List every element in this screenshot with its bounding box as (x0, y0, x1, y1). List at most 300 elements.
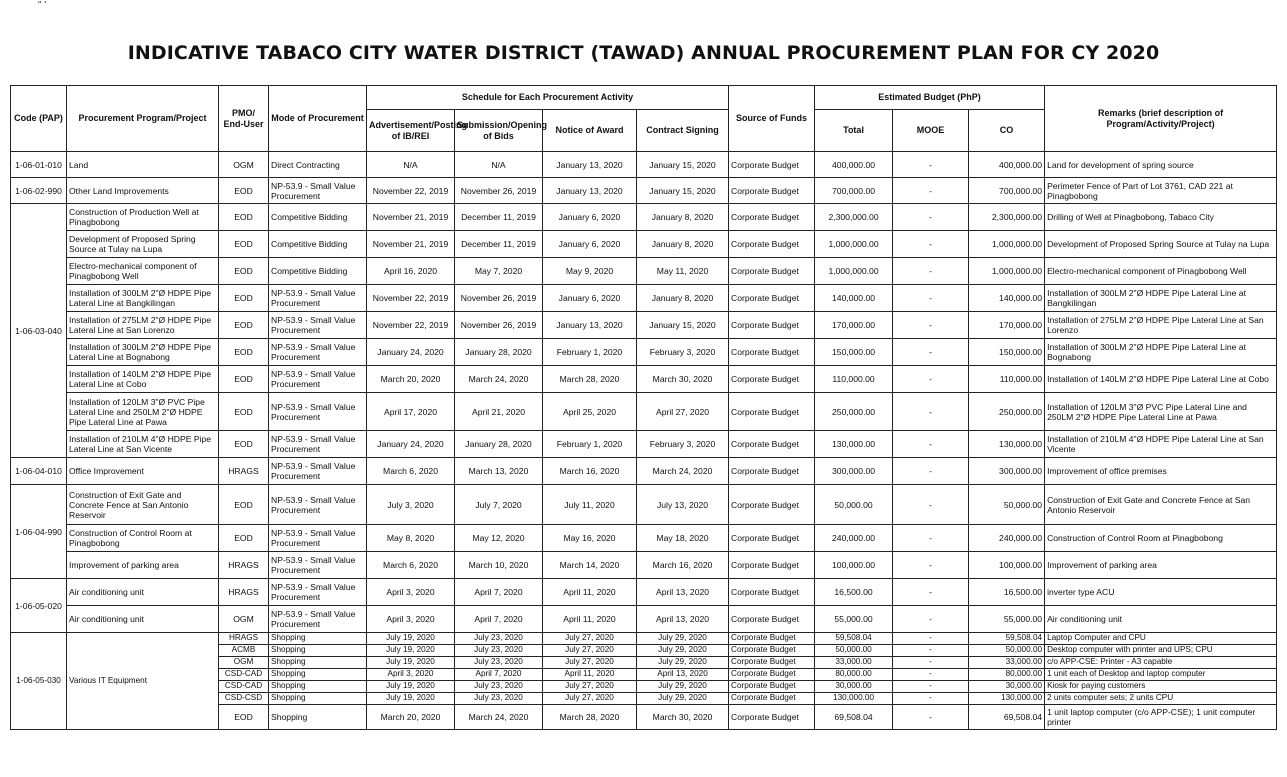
table-row (11, 579, 1277, 606)
contract-cell: January 15, 2020 (637, 312, 729, 339)
table-row (11, 393, 1277, 431)
procurement-table (10, 85, 1277, 730)
pmo-cell: EOD (219, 231, 269, 258)
mode-cell: NP-53.9 - Small Value Procurement (269, 178, 367, 204)
pmo-cell: EOD (219, 178, 269, 204)
co-cell: 100,000.00 (969, 552, 1045, 579)
mode-cell: NP-53.9 - Small Value Procurement (269, 525, 367, 552)
total-cell: 150,000.00 (815, 339, 893, 366)
remarks-cell: Installation of 210LM 4"Ø HDPE Pipe Lateral Line at San Vicente (1045, 431, 1277, 458)
remarks-cell: Installation of 300LM 2"Ø HDPE Pipe Lateral Line at Bangkilingan (1045, 285, 1277, 312)
contract-cell: July 29, 2020 (637, 645, 729, 657)
source-cell: Corporate Budget (729, 431, 815, 458)
mooe-cell: - (893, 431, 969, 458)
remarks-cell: Improvement of parking area (1045, 552, 1277, 579)
total-cell: 130,000.00 (815, 693, 893, 705)
co-cell: 110,000.00 (969, 366, 1045, 393)
program-cell: Installation of 140LM 2"Ø HDPE Pipe Lateral Line at Cobo (67, 366, 219, 393)
total-cell: 250,000.00 (815, 393, 893, 431)
header-budget: Estimated Budget (PhP) (815, 86, 1045, 110)
mooe-cell: - (893, 285, 969, 312)
co-cell: 140,000.00 (969, 285, 1045, 312)
mooe-cell: - (893, 579, 969, 606)
program-cell: Development of Proposed Spring Source at Tulay na Lupa (67, 231, 219, 258)
program-cell: Air conditioning unit (67, 579, 219, 606)
co-cell: 33,000.00 (969, 657, 1045, 669)
source-cell: Corporate Budget (729, 204, 815, 231)
mooe-cell: - (893, 231, 969, 258)
co-cell: 55,000.00 (969, 606, 1045, 633)
adv-cell: March 20, 2020 (367, 366, 455, 393)
co-cell: 2,300,000.00 (969, 204, 1045, 231)
co-cell: 16,500.00 (969, 579, 1045, 606)
adv-cell: July 19, 2020 (367, 681, 455, 693)
sub-cell: July 23, 2020 (455, 645, 543, 657)
contract-cell: January 8, 2020 (637, 231, 729, 258)
pmo-cell: OGM (219, 152, 269, 178)
table-row (11, 606, 1277, 633)
header-contract: Contract Signing (637, 110, 729, 152)
adv-cell: July 19, 2020 (367, 645, 455, 657)
sub-cell: December 11, 2019 (455, 204, 543, 231)
header-mooe: MOOE (893, 110, 969, 152)
contract-cell: February 3, 2020 (637, 431, 729, 458)
adv-cell: July 3, 2020 (367, 485, 455, 525)
remarks-cell: 1 unit each of Desktop and laptop computer (1045, 669, 1277, 681)
program-cell: Construction of Production Well at Pinagbobong (67, 204, 219, 231)
source-cell: Corporate Budget (729, 285, 815, 312)
table-row (11, 525, 1277, 552)
mooe-cell: - (893, 366, 969, 393)
source-cell: Corporate Budget (729, 312, 815, 339)
contract-cell: April 13, 2020 (637, 669, 729, 681)
program-cell: Installation of 300LM 2"Ø HDPE Pipe Lateral Line at Bognabong (67, 339, 219, 366)
sub-cell: November 26, 2019 (455, 312, 543, 339)
mooe-cell: - (893, 705, 969, 730)
program-cell: Air conditioning unit (67, 606, 219, 633)
notice-cell: January 13, 2020 (543, 312, 637, 339)
pmo-cell: EOD (219, 705, 269, 730)
remarks-cell: Installation of 300LM 2"Ø HDPE Pipe Lateral Line at Bognabong (1045, 339, 1277, 366)
co-cell: 150,000.00 (969, 339, 1045, 366)
sub-cell: N/A (455, 152, 543, 178)
co-cell: 240,000.00 (969, 525, 1045, 552)
pmo-cell: EOD (219, 258, 269, 285)
scan-marks: " ' (38, 0, 47, 11)
total-cell: 30,000.00 (815, 681, 893, 693)
mooe-cell: - (893, 606, 969, 633)
contract-cell: May 11, 2020 (637, 258, 729, 285)
pmo-cell: CSD-CAD (219, 681, 269, 693)
adv-cell: January 24, 2020 (367, 339, 455, 366)
mode-cell: Shopping (269, 681, 367, 693)
source-cell: Corporate Budget (729, 657, 815, 669)
header-mode: Mode of Procurement (269, 86, 367, 152)
source-cell: Corporate Budget (729, 485, 815, 525)
total-cell: 400,000.00 (815, 152, 893, 178)
table-row (11, 485, 1277, 525)
adv-cell: July 19, 2020 (367, 657, 455, 669)
sub-cell: July 23, 2020 (455, 681, 543, 693)
total-cell: 140,000.00 (815, 285, 893, 312)
notice-cell: May 9, 2020 (543, 258, 637, 285)
mode-cell: Shopping (269, 669, 367, 681)
table-row (11, 431, 1277, 458)
notice-cell: January 6, 2020 (543, 231, 637, 258)
co-cell: 1,000,000.00 (969, 258, 1045, 285)
contract-cell: July 29, 2020 (637, 633, 729, 645)
mooe-cell: - (893, 485, 969, 525)
adv-cell: July 19, 2020 (367, 633, 455, 645)
co-cell: 130,000.00 (969, 431, 1045, 458)
source-cell: Corporate Budget (729, 458, 815, 485)
contract-cell: July 29, 2020 (637, 681, 729, 693)
mooe-cell: - (893, 458, 969, 485)
pmo-cell: EOD (219, 485, 269, 525)
pmo-cell: EOD (219, 393, 269, 431)
notice-cell: January 13, 2020 (543, 152, 637, 178)
mooe-cell: - (893, 693, 969, 705)
total-cell: 59,508.04 (815, 633, 893, 645)
co-cell: 170,000.00 (969, 312, 1045, 339)
notice-cell: March 28, 2020 (543, 366, 637, 393)
pmo-cell: EOD (219, 366, 269, 393)
header-remarks: Remarks (brief description of Program/Activity/Project) (1045, 86, 1277, 152)
program-cell: Electro-mechanical component of Pinagbobong Well (67, 258, 219, 285)
notice-cell: July 27, 2020 (543, 645, 637, 657)
adv-cell: January 24, 2020 (367, 431, 455, 458)
source-cell: Corporate Budget (729, 606, 815, 633)
code-cell: 1-06-02-990 (11, 178, 67, 204)
sub-cell: January 28, 2020 (455, 431, 543, 458)
contract-cell: July 13, 2020 (637, 485, 729, 525)
program-cell: Office Improvement (67, 458, 219, 485)
mode-cell: NP-53.9 - Small Value Procurement (269, 458, 367, 485)
notice-cell: July 27, 2020 (543, 681, 637, 693)
pmo-cell: HRAGS (219, 552, 269, 579)
sub-cell: April 7, 2020 (455, 669, 543, 681)
sub-cell: December 11, 2019 (455, 231, 543, 258)
program-cell: Various IT Equipment (67, 633, 219, 730)
adv-cell: March 6, 2020 (367, 552, 455, 579)
header-code: Code (PAP) (11, 86, 67, 152)
mode-cell: NP-53.9 - Small Value Procurement (269, 312, 367, 339)
remarks-cell: Construction of Control Room at Pinagbobong (1045, 525, 1277, 552)
adv-cell: March 6, 2020 (367, 458, 455, 485)
co-cell: 30,000.00 (969, 681, 1045, 693)
mode-cell: Shopping (269, 645, 367, 657)
header-pmo: PMO/ End-User (219, 86, 269, 152)
total-cell: 300,000.00 (815, 458, 893, 485)
sub-cell: July 23, 2020 (455, 693, 543, 705)
notice-cell: March 28, 2020 (543, 705, 637, 730)
contract-cell: March 30, 2020 (637, 705, 729, 730)
notice-cell: January 6, 2020 (543, 204, 637, 231)
page-title: INDICATIVE TABACO CITY WATER DISTRICT (TAWAD) ANNUAL PROCUREMENT PLAN FOR CY 2020 (127, 42, 1160, 64)
pmo-cell: HRAGS (219, 633, 269, 645)
mode-cell: Competitive Bidding (269, 258, 367, 285)
mooe-cell: - (893, 152, 969, 178)
header-co: CO (969, 110, 1045, 152)
notice-cell: April 25, 2020 (543, 393, 637, 431)
program-cell: Installation of 275LM 2"Ø HDPE Pipe Lateral Line at San Lorenzo (67, 312, 219, 339)
contract-cell: April 13, 2020 (637, 579, 729, 606)
program-cell: Installation of 300LM 2"Ø HDPE Pipe Lateral Line at Bangkilingan (67, 285, 219, 312)
source-cell: Corporate Budget (729, 669, 815, 681)
mode-cell: NP-53.9 - Small Value Procurement (269, 393, 367, 431)
mooe-cell: - (893, 645, 969, 657)
code-cell: 1-06-01-010 (11, 152, 67, 178)
mode-cell: Shopping (269, 633, 367, 645)
sub-cell: January 28, 2020 (455, 339, 543, 366)
pmo-cell: EOD (219, 339, 269, 366)
co-cell: 69,508.04 (969, 705, 1045, 730)
source-cell: Corporate Budget (729, 366, 815, 393)
mode-cell: NP-53.9 - Small Value Procurement (269, 339, 367, 366)
pmo-cell: HRAGS (219, 458, 269, 485)
mode-cell: Shopping (269, 657, 367, 669)
mode-cell: Shopping (269, 705, 367, 730)
program-cell: Installation of 210LM 4"Ø HDPE Pipe Lateral Line at San Vicente (67, 431, 219, 458)
pmo-cell: OGM (219, 657, 269, 669)
header-advertisement: Advertisement/Posting of IB/REI (367, 110, 455, 152)
co-cell: 50,000.00 (969, 485, 1045, 525)
mooe-cell: - (893, 552, 969, 579)
contract-cell: April 13, 2020 (637, 606, 729, 633)
adv-cell: March 20, 2020 (367, 705, 455, 730)
contract-cell: May 18, 2020 (637, 525, 729, 552)
mode-cell: Competitive Bidding (269, 204, 367, 231)
total-cell: 240,000.00 (815, 525, 893, 552)
adv-cell: April 17, 2020 (367, 393, 455, 431)
adv-cell: April 3, 2020 (367, 669, 455, 681)
contract-cell: January 15, 2020 (637, 152, 729, 178)
source-cell: Corporate Budget (729, 552, 815, 579)
notice-cell: April 11, 2020 (543, 669, 637, 681)
source-cell: Corporate Budget (729, 525, 815, 552)
co-cell: 80,000.00 (969, 669, 1045, 681)
remarks-cell: Construction of Exit Gate and Concrete Fence at San Antonio Reservoir (1045, 485, 1277, 525)
remarks-cell: Drilling of Well at Pinagbobong, Tabaco City (1045, 204, 1277, 231)
mode-cell: Competitive Bidding (269, 231, 367, 258)
notice-cell: April 11, 2020 (543, 579, 637, 606)
header-schedule: Schedule for Each Procurement Activity (367, 86, 729, 110)
table-row (11, 231, 1277, 258)
sub-cell: March 13, 2020 (455, 458, 543, 485)
mode-cell: NP-53.9 - Small Value Procurement (269, 485, 367, 525)
source-cell: Corporate Budget (729, 258, 815, 285)
program-cell: Other Land Improvements (67, 178, 219, 204)
contract-cell: January 15, 2020 (637, 178, 729, 204)
mode-cell: NP-53.9 - Small Value Procurement (269, 606, 367, 633)
table-row (11, 258, 1277, 285)
adv-cell: May 8, 2020 (367, 525, 455, 552)
remarks-cell: Installation of 140LM 2"Ø HDPE Pipe Lateral Line at Cobo (1045, 366, 1277, 393)
sub-cell: May 7, 2020 (455, 258, 543, 285)
header-source: Source of Funds (729, 86, 815, 152)
sub-cell: July 23, 2020 (455, 657, 543, 669)
program-cell: Construction of Control Room at Pinagbobong (67, 525, 219, 552)
contract-cell: July 29, 2020 (637, 693, 729, 705)
remarks-cell: Kiosk for paying customers (1045, 681, 1277, 693)
sub-cell: April 7, 2020 (455, 606, 543, 633)
notice-cell: March 16, 2020 (543, 458, 637, 485)
mooe-cell: - (893, 204, 969, 231)
notice-cell: February 1, 2020 (543, 431, 637, 458)
program-cell: Land (67, 152, 219, 178)
adv-cell: November 21, 2019 (367, 231, 455, 258)
table-row (11, 552, 1277, 579)
remarks-cell: 2 units computer sets; 2 units CPU (1045, 693, 1277, 705)
contract-cell: January 8, 2020 (637, 285, 729, 312)
pmo-cell: EOD (219, 525, 269, 552)
total-cell: 1,000,000.00 (815, 231, 893, 258)
remarks-cell: Perimeter Fence of Part of Lot 3761, CAD 221 at Pinagbobong (1045, 178, 1277, 204)
notice-cell: July 27, 2020 (543, 633, 637, 645)
adv-cell: November 22, 2019 (367, 312, 455, 339)
remarks-cell: Development of Proposed Spring Source at Tulay na Lupa (1045, 231, 1277, 258)
pmo-cell: EOD (219, 431, 269, 458)
total-cell: 16,500.00 (815, 579, 893, 606)
source-cell: Corporate Budget (729, 339, 815, 366)
source-cell: Corporate Budget (729, 681, 815, 693)
source-cell: Corporate Budget (729, 645, 815, 657)
total-cell: 100,000.00 (815, 552, 893, 579)
sub-cell: July 7, 2020 (455, 485, 543, 525)
pmo-cell: EOD (219, 285, 269, 312)
co-cell: 400,000.00 (969, 152, 1045, 178)
source-cell: Corporate Budget (729, 231, 815, 258)
notice-cell: May 16, 2020 (543, 525, 637, 552)
total-cell: 170,000.00 (815, 312, 893, 339)
code-cell: 1-06-05-030 (11, 633, 67, 730)
remarks-cell: Laptop Computer and CPU (1045, 633, 1277, 645)
total-cell: 700,000.00 (815, 178, 893, 204)
adv-cell: April 3, 2020 (367, 606, 455, 633)
remarks-cell: c/o APP-CSE: Printer - A3 capable (1045, 657, 1277, 669)
table-row (11, 633, 1277, 645)
code-cell: 1-06-05-020 (11, 579, 67, 633)
source-cell: Corporate Budget (729, 393, 815, 431)
notice-cell: July 27, 2020 (543, 657, 637, 669)
code-cell: 1-06-04-990 (11, 485, 67, 579)
notice-cell: February 1, 2020 (543, 339, 637, 366)
mooe-cell: - (893, 657, 969, 669)
total-cell: 130,000.00 (815, 431, 893, 458)
header-submission: Submission/Opening of Bids (455, 110, 543, 152)
co-cell: 59,508.04 (969, 633, 1045, 645)
table-row (11, 458, 1277, 485)
notice-cell: March 14, 2020 (543, 552, 637, 579)
mode-cell: NP-53.9 - Small Value Procurement (269, 285, 367, 312)
source-cell: Corporate Budget (729, 152, 815, 178)
source-cell: Corporate Budget (729, 705, 815, 730)
sub-cell: May 12, 2020 (455, 525, 543, 552)
co-cell: 700,000.00 (969, 178, 1045, 204)
header-total: Total (815, 110, 893, 152)
sub-cell: April 21, 2020 (455, 393, 543, 431)
contract-cell: January 8, 2020 (637, 204, 729, 231)
mooe-cell: - (893, 393, 969, 431)
table-row (11, 312, 1277, 339)
remarks-cell: inverter type ACU (1045, 579, 1277, 606)
total-cell: 80,000.00 (815, 669, 893, 681)
pmo-cell: CSD-CAD (219, 669, 269, 681)
sub-cell: April 7, 2020 (455, 579, 543, 606)
program-cell: Installation of 120LM 3"Ø PVC Pipe Lateral Line and 250LM 2"Ø HDPE Pipe Lateral Line at Pawa (67, 393, 219, 431)
mode-cell: NP-53.9 - Small Value Procurement (269, 579, 367, 606)
code-cell: 1-06-03-040 (11, 204, 67, 458)
co-cell: 250,000.00 (969, 393, 1045, 431)
adv-cell: July 19, 2020 (367, 693, 455, 705)
table-row (11, 152, 1277, 178)
contract-cell: July 29, 2020 (637, 657, 729, 669)
remarks-cell: 1 unit laptop computer (c/o APP-CSE); 1 unit computer printer (1045, 705, 1277, 730)
mooe-cell: - (893, 525, 969, 552)
mooe-cell: - (893, 669, 969, 681)
mode-cell: Shopping (269, 693, 367, 705)
remarks-cell: Electro-mechanical component of Pinagbobong Well (1045, 258, 1277, 285)
table-row (11, 204, 1277, 231)
remarks-cell: Improvement of office premises (1045, 458, 1277, 485)
notice-cell: July 27, 2020 (543, 693, 637, 705)
total-cell: 33,000.00 (815, 657, 893, 669)
adv-cell: November 22, 2019 (367, 178, 455, 204)
header-notice: Notice of Award (543, 110, 637, 152)
notice-cell: January 6, 2020 (543, 285, 637, 312)
adv-cell: April 16, 2020 (367, 258, 455, 285)
sub-cell: March 10, 2020 (455, 552, 543, 579)
remarks-cell: Desktop computer with printer and UPS; CPU (1045, 645, 1277, 657)
notice-cell: July 11, 2020 (543, 485, 637, 525)
remarks-cell: Installation of 120LM 3"Ø PVC Pipe Lateral Line and 250LM 2"Ø HDPE Pipe Lateral Line at Pawa (1045, 393, 1277, 431)
mode-cell: NP-53.9 - Small Value Procurement (269, 431, 367, 458)
total-cell: 2,300,000.00 (815, 204, 893, 231)
notice-cell: January 13, 2020 (543, 178, 637, 204)
source-cell: Corporate Budget (729, 693, 815, 705)
total-cell: 50,000.00 (815, 485, 893, 525)
contract-cell: March 30, 2020 (637, 366, 729, 393)
pmo-cell: OGM (219, 606, 269, 633)
contract-cell: February 3, 2020 (637, 339, 729, 366)
program-cell: Construction of Exit Gate and Concrete Fence at San Antonio Reservoir (67, 485, 219, 525)
pmo-cell: EOD (219, 312, 269, 339)
co-cell: 300,000.00 (969, 458, 1045, 485)
pmo-cell: CSD-CSD (219, 693, 269, 705)
sub-cell: November 26, 2019 (455, 178, 543, 204)
co-cell: 130,000.00 (969, 693, 1045, 705)
mode-cell: NP-53.9 - Small Value Procurement (269, 366, 367, 393)
mooe-cell: - (893, 633, 969, 645)
remarks-cell: Air conditioning unit (1045, 606, 1277, 633)
adv-cell: N/A (367, 152, 455, 178)
sub-cell: March 24, 2020 (455, 705, 543, 730)
code-cell: 1-06-04-010 (11, 458, 67, 485)
header-program: Procurement Program/Project (67, 86, 219, 152)
co-cell: 50,000.00 (969, 645, 1045, 657)
co-cell: 1,000,000.00 (969, 231, 1045, 258)
table-row (11, 178, 1277, 204)
notice-cell: April 11, 2020 (543, 606, 637, 633)
mode-cell: NP-53.9 - Small Value Procurement (269, 552, 367, 579)
remarks-cell: Installation of 275LM 2"Ø HDPE Pipe Lateral Line at San Lorenzo (1045, 312, 1277, 339)
sub-cell: November 26, 2019 (455, 285, 543, 312)
mode-cell: Direct Contracting (269, 152, 367, 178)
pmo-cell: HRAGS (219, 579, 269, 606)
total-cell: 50,000.00 (815, 645, 893, 657)
mooe-cell: - (893, 258, 969, 285)
total-cell: 110,000.00 (815, 366, 893, 393)
